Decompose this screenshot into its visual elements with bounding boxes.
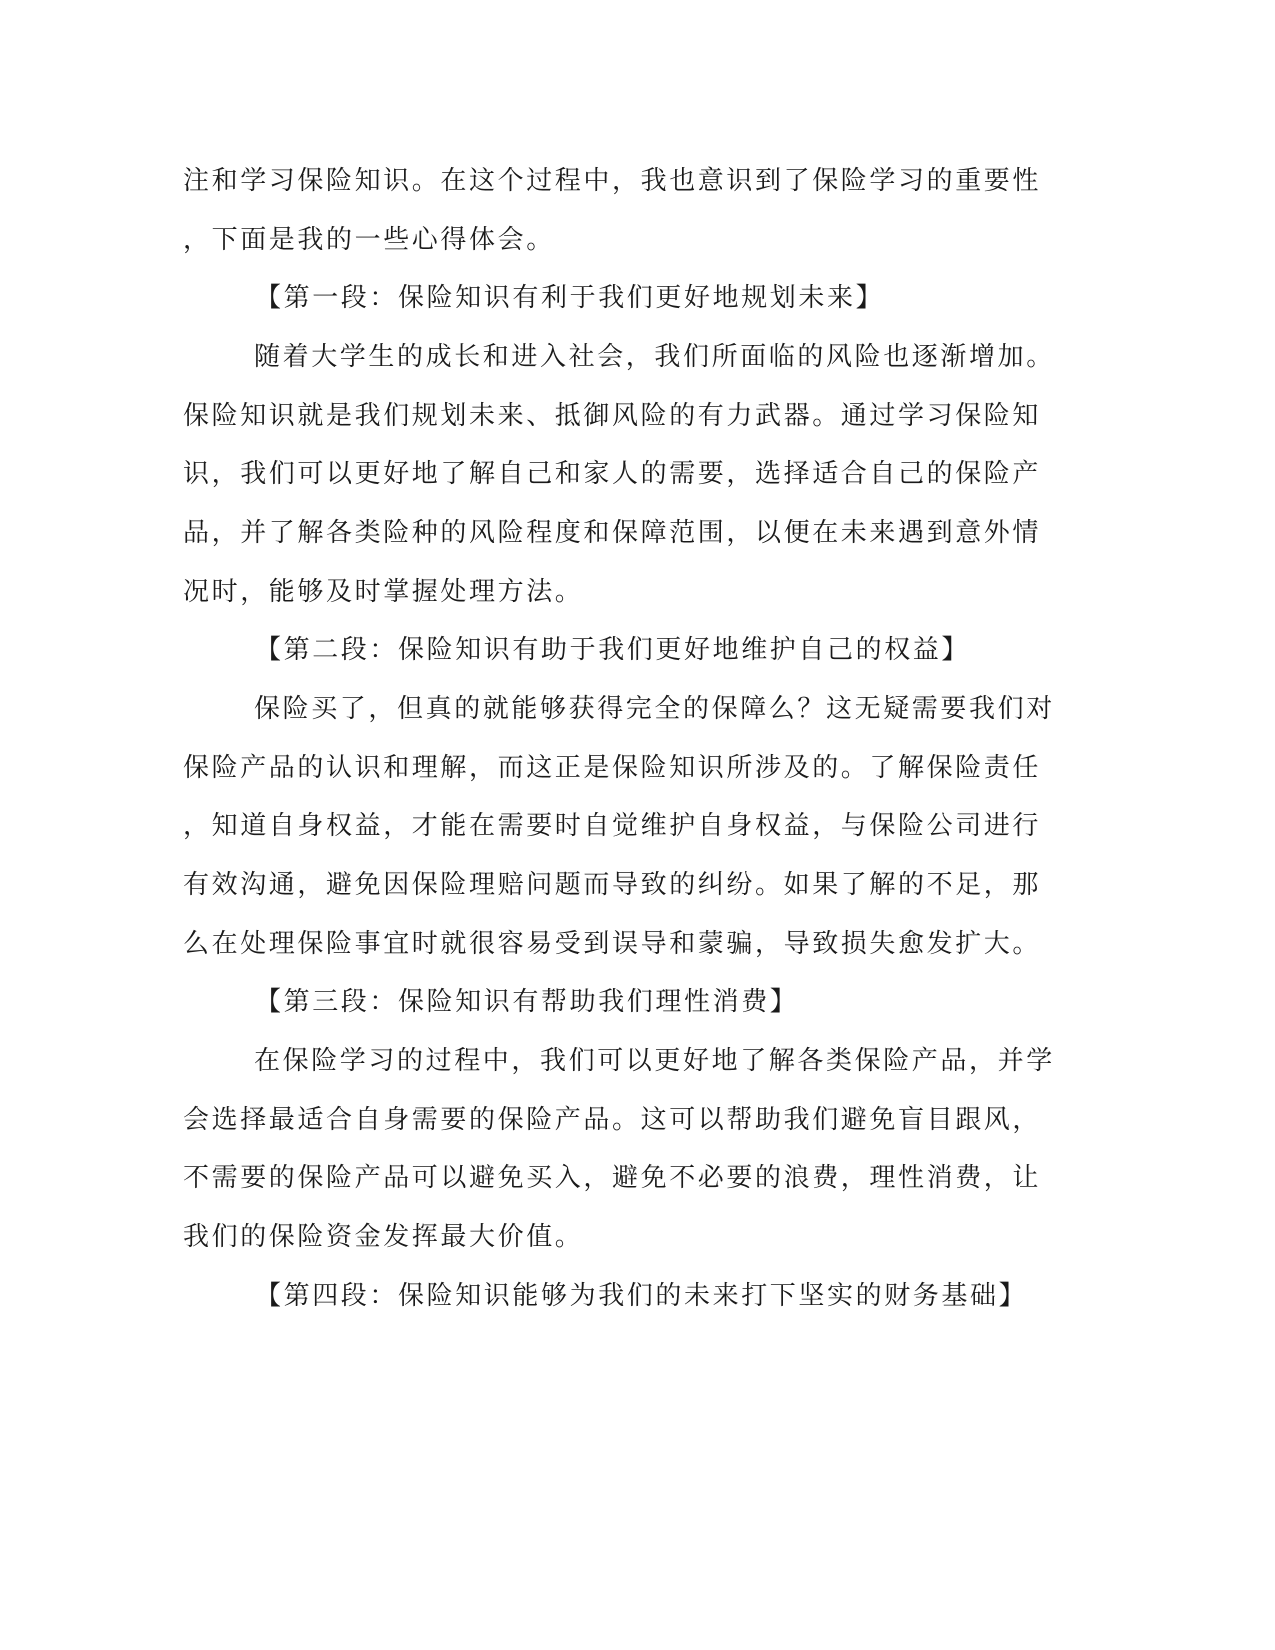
body-text-line: 会选择最适合自身需要的保险产品。这可以帮助我们避免盲目跟风， [183, 1105, 1042, 1135]
paragraph-start-line: 在保险学习的过程中，我们可以更好地了解各类保险产品，并学 [254, 1046, 1055, 1076]
section-heading-2: 【第二段：保险知识有助于我们更好地维护自己的权益】 [255, 635, 971, 665]
body-text-line: 注和学习保险知识。在这个过程中，我也意识到了保险学习的重要性 [183, 166, 1042, 196]
body-text-line: 识，我们可以更好地了解自己和家人的需要，选择适合自己的保险产 [183, 459, 1042, 489]
body-text-line: 么在处理保险事宜时就很容易受到误导和蒙骗，导致损失愈发扩大。 [183, 929, 1042, 959]
body-text-line: 有效沟通，避免因保险理赔问题而导致的纠纷。如果了解的不足，那 [183, 870, 1042, 900]
section-heading-4: 【第四段：保险知识能够为我们的未来打下坚实的财务基础】 [255, 1281, 1028, 1311]
body-text-line: 不需要的保险产品可以避免买入，避免不必要的浪费，理性消费，让 [183, 1163, 1042, 1193]
paragraph-start-line: 随着大学生的成长和进入社会，我们所面临的风险也逐渐增加。 [254, 342, 1055, 372]
section-heading-3: 【第三段：保险知识有帮助我们理性消费】 [255, 987, 799, 1017]
body-text-line: 我们的保险资金发挥最大价值。 [183, 1222, 584, 1252]
body-text-line: 品，并了解各类险种的风险程度和保障范围，以便在未来遇到意外情 [183, 518, 1042, 548]
body-text-line: 况时，能够及时掌握处理方法。 [183, 577, 584, 607]
body-text-line: 保险产品的认识和理解，而这正是保险知识所涉及的。了解保险责任 [183, 753, 1042, 783]
body-text-line: 保险知识就是我们规划未来、抵御风险的有力武器。通过学习保险知 [183, 401, 1042, 431]
paragraph-start-line: 保险买了，但真的就能够获得完全的保障么？这无疑需要我们对 [254, 694, 1055, 724]
body-text-line: ，下面是我的一些心得体会。 [183, 225, 555, 255]
section-heading-1: 【第一段：保险知识有利于我们更好地规划未来】 [255, 283, 885, 313]
body-text-line: ，知道自身权益，才能在需要时自觉维护自身权益，与保险公司进行 [183, 811, 1042, 841]
